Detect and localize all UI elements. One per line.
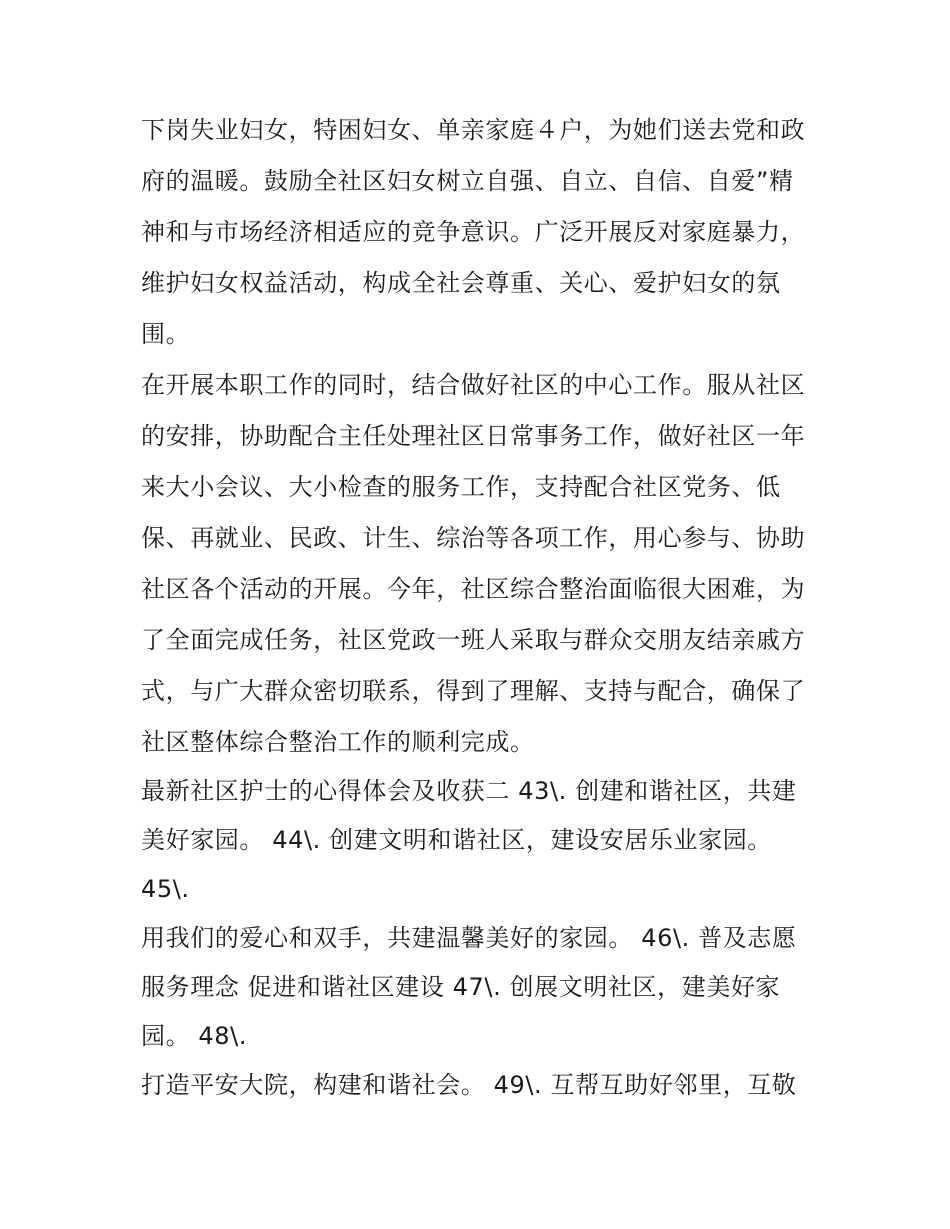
text-line: 最新社区护士的心得体会及收获二 43\. 创建和谐社区，共建 xyxy=(141,777,797,805)
text-line: 维护妇女权益活动，构成全社会尊重、关心、爱护妇女的氛 xyxy=(141,269,781,297)
text-line: 用我们的爱心和双手，共建温馨美好的家园。 46\. 普及志愿 xyxy=(141,924,797,952)
text-line: 来大小会议、大小检查的服务工作，支持配合社区党务、低 xyxy=(141,473,781,501)
text-line: 45\. xyxy=(141,875,190,903)
text-line: 社区整体综合整治工作的顺利完成。 xyxy=(141,728,535,756)
text-line: 神和与市场经济相适应的竞争意识。广泛开展反对家庭暴力， xyxy=(141,218,806,246)
text-line: 美好家园。 44\. 创建文明和谐社区，建设安居乐业家园。 xyxy=(141,826,772,854)
text-line: 下岗失业妇女，特困妇女、单亲家庭４户，为她们送去党和政 xyxy=(141,116,806,144)
text-line: 府的温暖。鼓励全社区妇女树立自强、自立、自信、自爱”精 xyxy=(141,167,794,195)
text-line: 围。 xyxy=(141,320,191,348)
text-line: 打造平安大院，构建和谐社会。 49\. 互帮互助好邻里，互敬 xyxy=(141,1071,797,1099)
text-line: 在开展本职工作的同时，结合做好社区的中心工作。服从社区 xyxy=(141,371,806,399)
text-line: 式，与广大群众密切联系，得到了理解、支持与配合，确保了 xyxy=(141,677,806,705)
text-line: 保、再就业、民政、计生、综治等各项工作，用心参与、协助 xyxy=(141,524,806,552)
text-line: 了全面完成任务，社区党政一班人采取与群众交朋友结亲戚方 xyxy=(141,626,806,654)
text-line: 园。 48\. xyxy=(141,1022,248,1050)
text-line: 的安排，协助配合主任处理社区日常事务工作，做好社区一年 xyxy=(141,422,806,450)
text-line: 服务理念 促进和谐社区建设 47\. 创展文明社区，建美好家 xyxy=(141,973,781,1001)
text-line: 社区各个活动的开展。今年，社区综合整治面临很大困难，为 xyxy=(141,575,806,603)
